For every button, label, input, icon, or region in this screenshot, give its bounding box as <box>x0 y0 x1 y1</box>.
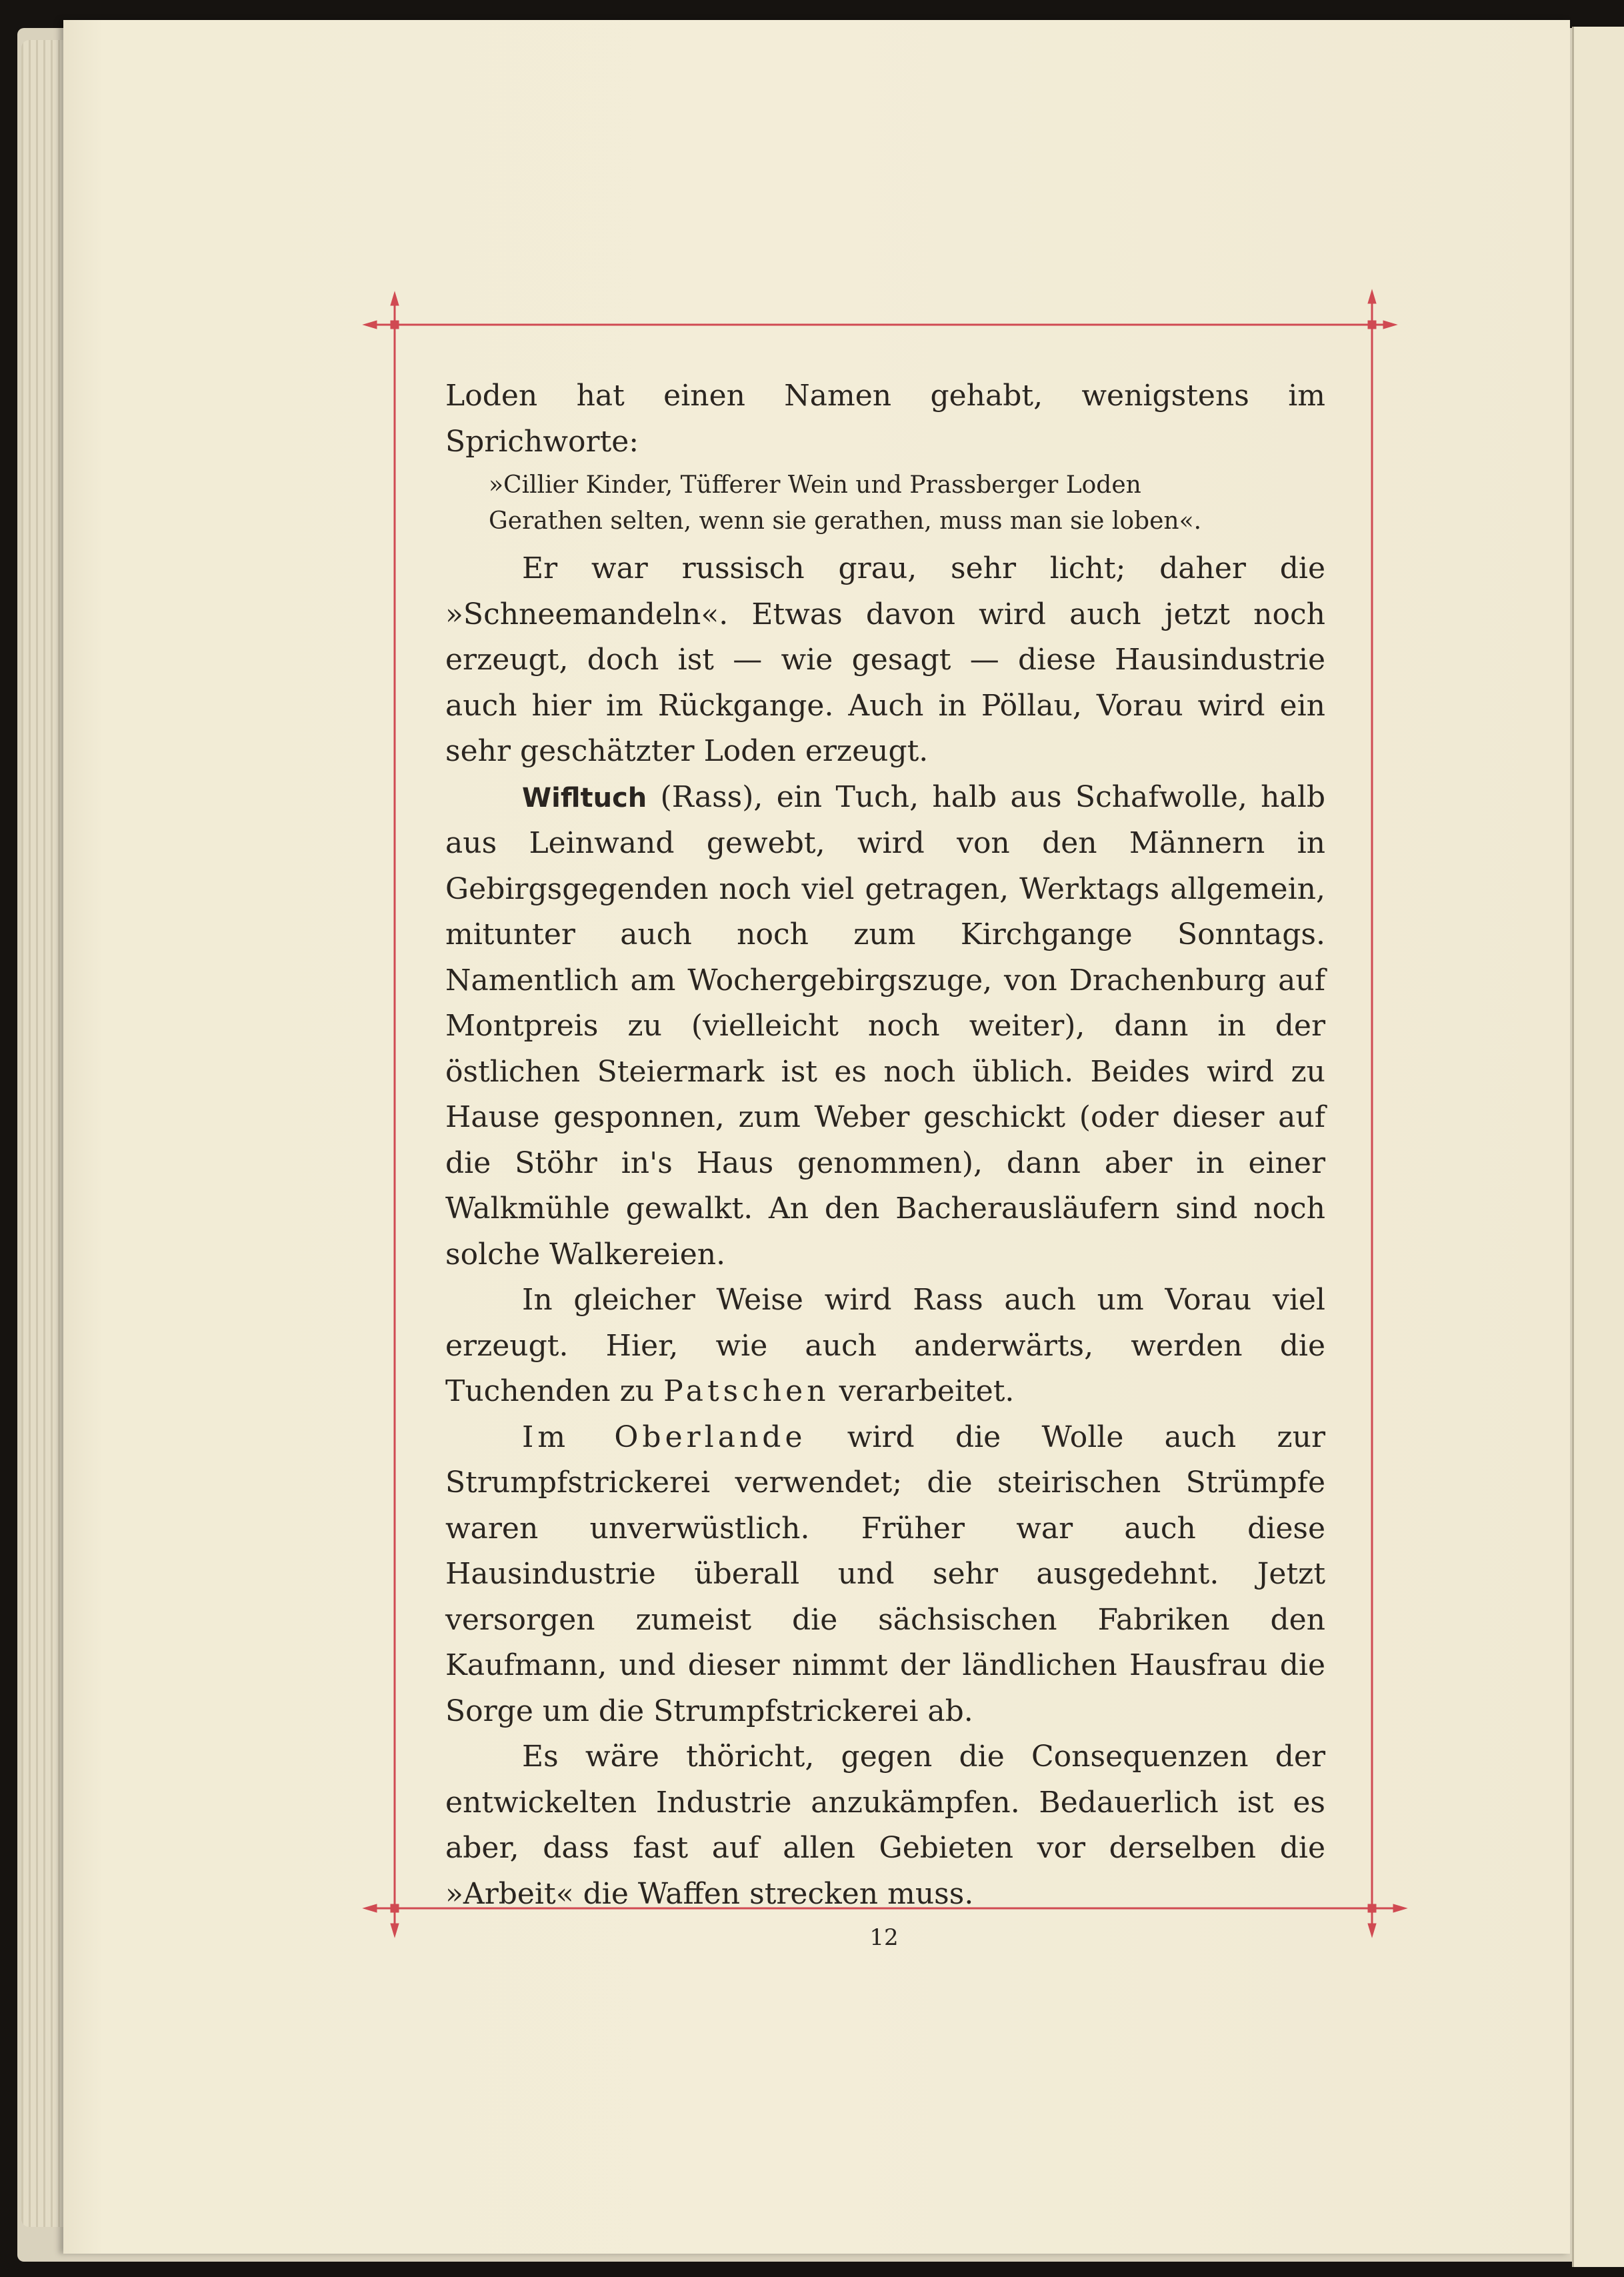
quote-line-1: »Cillier Kinder, Tüfferer Wein und Prassberger Loden <box>489 471 1141 499</box>
paragraph-4-text-b: verarbeitet. <box>829 1374 1015 1408</box>
paragraph-1: Loden hat einen Namen gehabt, wenigstens im Sprichworte: <box>445 379 1325 459</box>
paragraph-3-text: (Rass), ein Tuch, halb aus Schafwolle, halb aus Leinwand gewebt, wird von den Männern in Gebirgsgegenden noch viel getragen, Werktags allgemein, mitunter auch noch zum Kirchgange Sonntags. Namentlich am Wochergebirgszuge, von Drachenburg auf Montpreis zu (vielleicht noch weiter), dann in der östlichen Steiermark ist es noch üblich. Beides wird zu Hause gesponnen, zum Weber geschickt (oder dieser auf die Stöhr in's Haus genommen), dann aber in einer Walkmühle gewalkt. An den Bacherausläufern sind noch solche Walkereien. <box>445 779 1325 1272</box>
term-oberlande: Im Oberlande <box>522 1420 807 1454</box>
corner-ornament-tl <box>391 321 399 329</box>
paragraph-4 <box>445 1278 1325 1415</box>
arrow-tr-right <box>1383 321 1397 329</box>
proverb-quote <box>445 467 1325 539</box>
arrow-tr-up <box>1368 290 1376 303</box>
quote-line-2: Gerathen selten, wenn sie gerathen, muss man sie loben«. <box>489 507 1202 535</box>
term-patschen: Patschen <box>663 1374 830 1408</box>
arrow-br-right <box>1393 1904 1407 1912</box>
arrow-tl-up <box>391 292 399 305</box>
paragraph-3 <box>445 775 1325 1278</box>
arrow-tl-left <box>363 321 377 329</box>
page-number: 12 <box>869 1924 899 1951</box>
corner-ornament-bl <box>391 1904 399 1912</box>
paragraph-5-text: wird die Wolle auch zur Strumpfstrickerei verwendet; die steirischen Strümpfe waren unverwüstlich. Früher war auch diese Hausindustrie überall und sehr ausgedehnt. Jetzt versorgen zumeist die sächsischen Fabriken den Kaufmann, und dieser nimmt der ländlichen Hausfrau die Sorge um die Strumpfstrickerei ab. <box>445 1420 1325 1728</box>
paragraph-6: Es wäre thöricht, gegen die Consequenzen der entwickelten Industrie anzukämpfen. Bedauerlich ist es aber, dass fast auf allen Gebieten vor derselben die »Arbeit« die Waffen strecken muss. <box>445 1740 1325 1911</box>
paragraph-4-text-a: In gleicher Weise wird Rass auch um Vorau viel erzeugt. Hier, wie auch anderwärts, werden die Tuchenden zu <box>445 1283 1325 1408</box>
paragraph-5 <box>445 1415 1325 1735</box>
corner-ornament-br <box>1368 1904 1376 1912</box>
arrow-br-down <box>1368 1924 1376 1937</box>
term-wifltuch: Wifltuch <box>522 782 647 813</box>
corner-ornament-tr <box>1368 321 1376 329</box>
arrow-bl-left <box>363 1904 377 1912</box>
body-text <box>445 373 1325 1917</box>
paragraph-2: Er war russisch grau, sehr licht; daher die »Schneemandeln«. Etwas davon wird auch jetzt noch erzeugt, doch ist — wie gesagt — diese Hausindustrie auch hier im Rückgange. Auch in Pöllau, Vorau wird ein sehr geschätzter Loden erzeugt. <box>445 551 1325 768</box>
arrow-bl-down <box>391 1924 399 1937</box>
